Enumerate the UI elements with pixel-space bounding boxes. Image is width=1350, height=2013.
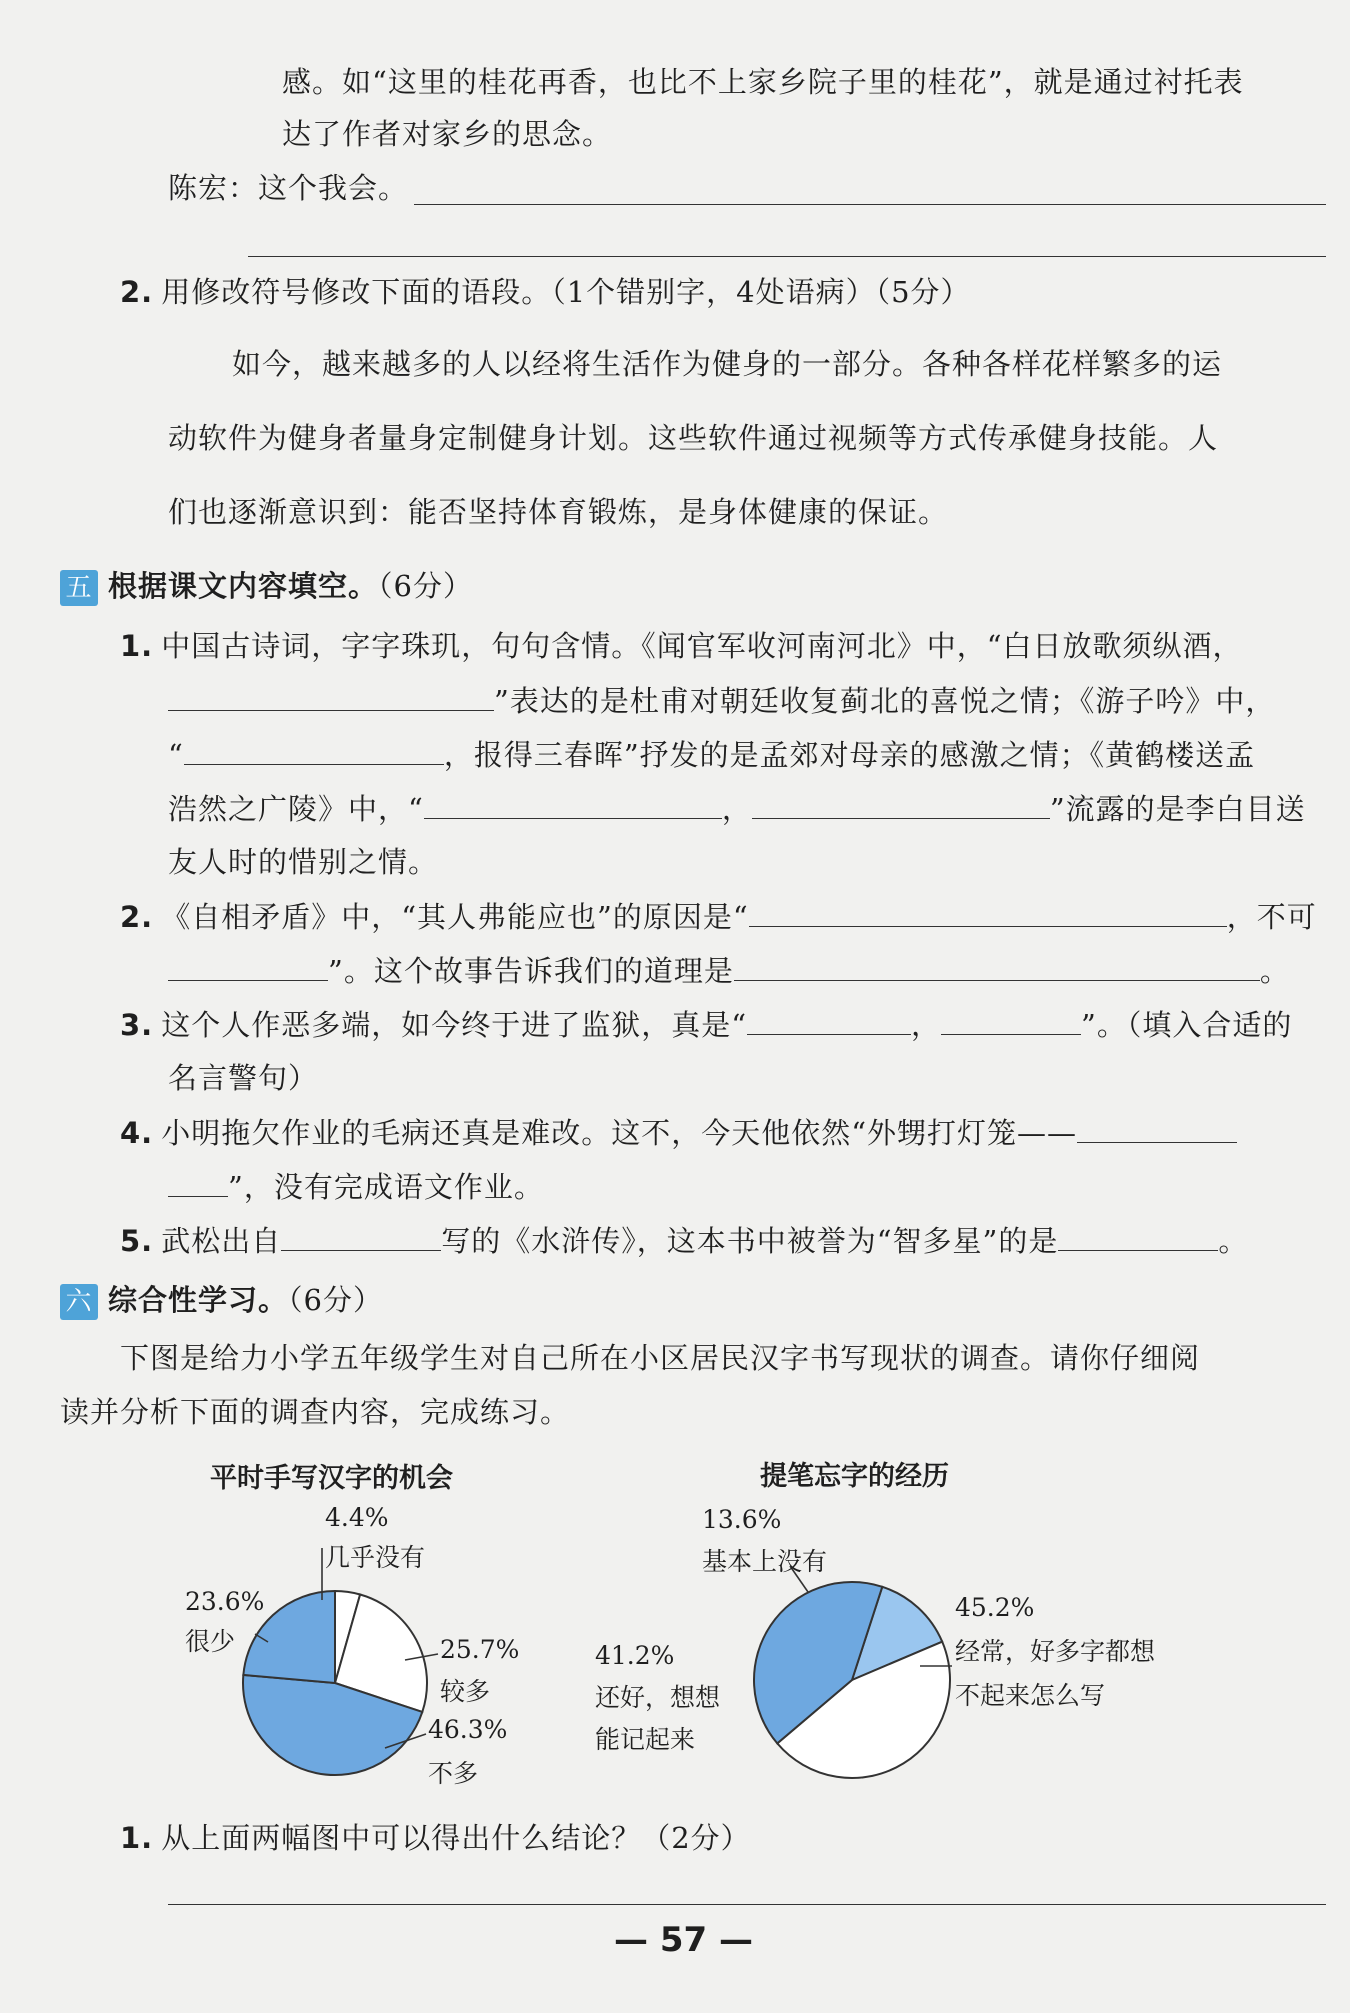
pie1-category-label: 不多 [428, 1759, 479, 1788]
intro-line: 下图是给力小学五年级学生对自己所在小区居民汉字书写现状的调查。请你仔细阅 [120, 1341, 1201, 1375]
question-text: 写的《水浒传》，这本书中被誉为“智多星”的是 [441, 1224, 1059, 1258]
pie2-category-label: 能记起来 [595, 1725, 696, 1754]
question-number: 3. [120, 1008, 154, 1042]
text-line: 感。如“这里的桂花再香，也比不上家乡院子里的桂花”，就是通过衬托表 [282, 65, 1244, 99]
pie2-value-label: 13.6% [702, 1505, 782, 1534]
section-title: 根据课文内容填空。 [108, 569, 379, 603]
pie2-category-label: 不起来怎么写 [955, 1681, 1106, 1710]
question-number: 2. [120, 900, 154, 934]
question-text: ”表达的是杜甫对朝廷收复蓟北的喜悦之情；《游子吟》中， [494, 684, 1276, 718]
pie1-value-label: 4.4% [325, 1503, 389, 1532]
question-text: 用修改符号修改下面的语段。（1个错别字，4处语病）（5分） [161, 275, 971, 309]
question-text: 。 [1218, 1224, 1249, 1258]
question-text: 武松出自 [161, 1224, 282, 1258]
question-text: ”流露的是李白目送 [1049, 792, 1306, 826]
section-badge: 五 [60, 570, 98, 606]
section-badge: 六 [60, 1284, 98, 1320]
question-text: 。 [1259, 954, 1290, 988]
comma: ， [721, 792, 752, 826]
pie2-category-label: 还好，想想 [595, 1683, 721, 1712]
text-line: 达了作者对家乡的思念。 [282, 117, 613, 151]
section-score: （6分） [378, 569, 473, 603]
chart-2-title: 提笔忘字的经历 [760, 1461, 949, 1492]
comma: ， [911, 1008, 942, 1042]
question-text: 从上面两幅图中可以得出什么结论？（2分） [161, 1821, 751, 1855]
pie2-value-label: 45.2% [955, 1593, 1035, 1622]
quote-mark: “ [168, 738, 184, 772]
question-text: 这个人作恶多端，如今终于进了监狱，真是“ [161, 1008, 748, 1042]
answer-line[interactable] [168, 1904, 1326, 1905]
pie1-value-label: 25.7% [440, 1635, 520, 1664]
pie1-value-label: 46.3% [428, 1715, 508, 1744]
intro-line: 读并分析下面的调查内容，完成练习。 [60, 1395, 571, 1429]
question-text: 中国古诗词，字字珠玑，句句含情。《闻官军收河南河北》中，“白日放歌须纵酒， [161, 629, 1243, 663]
s5-q3-line2: 名言警句） [168, 1061, 319, 1095]
pie2-category-label: 经常，好多字都想 [955, 1637, 1156, 1666]
paragraph-line: 如今，越来越多的人以经将生活作为健身的一部分。各种各样花样繁多的运 [232, 347, 1223, 381]
s6-q1 [120, 1818, 751, 1858]
pie1-category-label: 几乎没有 [325, 1543, 426, 1572]
question-text: ”。这个故事告诉我们的道理是 [328, 954, 734, 988]
question-number: 1. [120, 1821, 154, 1855]
question-number: 4. [120, 1116, 154, 1150]
pie1-value-label: 23.6% [185, 1587, 265, 1616]
paragraph-line: 动软件为健身者量身定制健身计划。这些软件通过视频等方式传承健身技能。人 [168, 421, 1219, 455]
page-number: — 57 — [614, 1920, 753, 1960]
question-number: 1. [120, 629, 154, 663]
question-text: ，不可 [1226, 900, 1317, 934]
section-score: （6分） [288, 1283, 383, 1317]
question-number: 2. [120, 275, 154, 309]
section-title: 综合性学习。 [108, 1283, 289, 1317]
chart-1-title: 平时手写汉字的机会 [210, 1463, 453, 1494]
paragraph-line: 们也逐渐意识到：能否坚持体育锻炼，是身体健康的保证。 [168, 495, 949, 529]
question-text: ”。（填入合适的 [1081, 1008, 1293, 1042]
question-text: 浩然之广陵》中，“ [168, 792, 424, 826]
text-line: 陈宏：这个我会。 [168, 171, 409, 205]
question-text: ，报得三春晖”抒发的是孟郊对母亲的感激之情；《黄鹤楼送孟 [443, 738, 1256, 772]
question-text: 《自相矛盾》中，“其人弗能应也”的原因是“ [161, 900, 749, 934]
pie2-category-label: 基本上没有 [702, 1547, 828, 1576]
question-text: 小明拖欠作业的毛病还真是难改。这不，今天他依然“外甥打灯笼—— [161, 1116, 1078, 1150]
question-number: 5. [120, 1224, 154, 1258]
pie1-category-label: 很少 [185, 1627, 236, 1656]
pie1-category-label: 较多 [440, 1677, 491, 1706]
s5-q1-line5: 友人时的惜别之情。 [168, 845, 439, 879]
pie2-value-label: 41.2% [595, 1641, 675, 1670]
question-text: ”，没有完成语文作业。 [228, 1170, 544, 1204]
